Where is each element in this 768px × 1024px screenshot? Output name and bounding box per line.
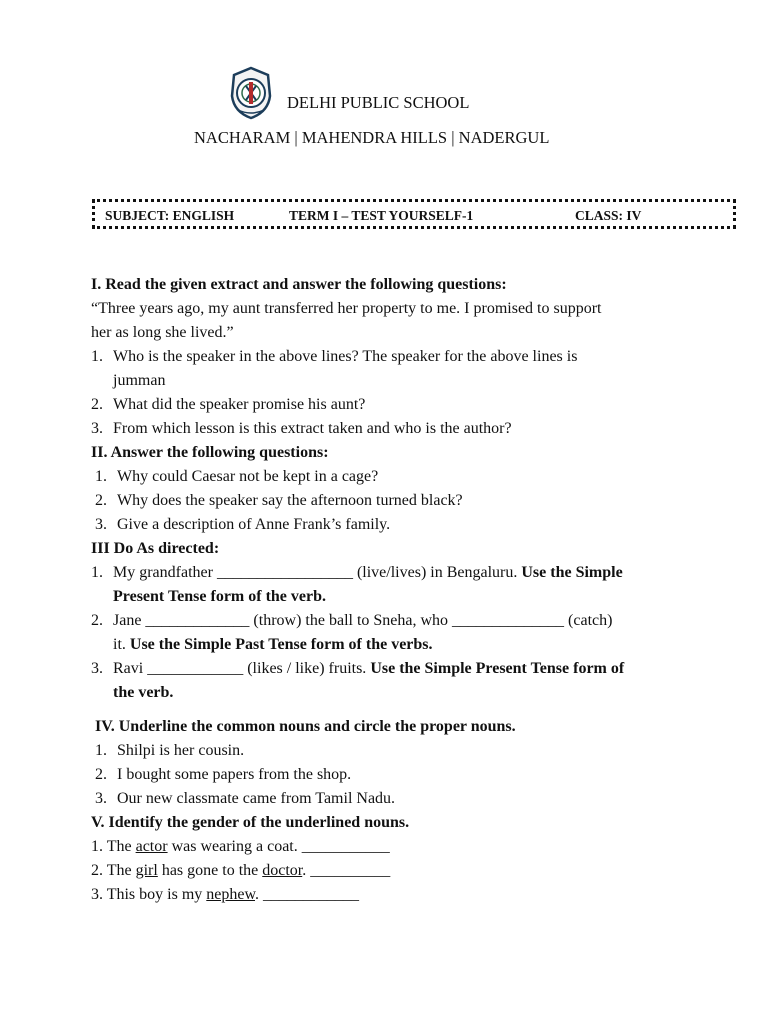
- section-3-q2: Jane _____________ (throw) the ball to Sneha, who ______________ (catch): [113, 612, 613, 629]
- section-1-q3: From which lesson is this extract taken and who is the author?: [113, 420, 512, 437]
- section-3-q1-text: My grandfather _________________ (live/lives) in Bengaluru.: [113, 564, 522, 581]
- section-3-q3-text: Ravi ____________ (likes / like) fruits.: [113, 660, 371, 677]
- section-4-q3-number: 3.: [95, 790, 107, 807]
- section-3-q3-instruction: Use the Simple Present Tense form of: [370, 660, 625, 677]
- section-1-q1-number: 1.: [91, 348, 103, 365]
- section-1-q3-number: 3.: [91, 420, 103, 437]
- section-5-q3: [91, 884, 359, 906]
- section-2-q3: Give a description of Anne Frank’s family.: [117, 516, 391, 533]
- section-5-q2: [91, 860, 390, 882]
- section-2-q1-number: 1.: [95, 468, 107, 485]
- section-2-q2: Why does the speaker say the afternoon turned black?: [117, 492, 463, 509]
- section-3-q2-cont: [113, 634, 433, 656]
- term-label: TERM I – TEST YOURSELF-1: [289, 208, 474, 223]
- section-3-q1-instruction-cont: Present Tense form of the verb.: [113, 588, 326, 605]
- section-3-q2-instruction: Use the Simple Past Tense form of the verbs.: [129, 636, 433, 653]
- section-2-q2-number: 2.: [95, 492, 107, 509]
- section-2-heading: II. Answer the following questions:: [91, 444, 329, 461]
- section-5-q3-text: 3. This boy is my: [91, 886, 207, 903]
- underlined-noun-girl: girl: [135, 862, 158, 879]
- section-2-q1: Why could Caesar not be kept in a cage?: [117, 468, 379, 485]
- section-3-q1-instruction: Use the Simple: [521, 564, 623, 581]
- school-branches: NACHARAM | MAHENDRA HILLS | NADERGUL: [194, 128, 550, 147]
- section-1-q1-answer: jumman: [113, 372, 166, 389]
- section-4-q3: Our new classmate came from Tamil Nadu.: [117, 790, 396, 807]
- school-name: DELHI PUBLIC SCHOOL: [287, 93, 470, 112]
- section-5-q3-blank: . ____________: [255, 886, 359, 903]
- section-3-q1: [113, 562, 623, 584]
- subject-label: SUBJECT: ENGLISH: [105, 208, 235, 223]
- section-4-heading: IV. Underline the common nouns and circle the proper nouns.: [95, 718, 516, 735]
- school-logo: [228, 66, 274, 120]
- section-3-heading: III Do As directed:: [91, 540, 220, 557]
- section-1-q2: What did the speaker promise his aunt?: [113, 396, 366, 413]
- section-3-q2-text-cont: it.: [113, 636, 130, 653]
- underlined-noun-actor: actor: [135, 838, 168, 855]
- section-3-q2-number: 2.: [91, 612, 103, 629]
- section-4-q2: I bought some papers from the shop.: [117, 766, 352, 783]
- section-5-q2-text: 2. The: [91, 862, 136, 879]
- section-4-q1: Shilpi is her cousin.: [117, 742, 245, 759]
- underlined-noun-nephew: nephew: [206, 886, 255, 903]
- section-3-q3-instruction-cont: the verb.: [113, 684, 174, 701]
- section-5-heading: V. Identify the gender of the underlined nouns.: [91, 814, 410, 831]
- section-4-q2-number: 2.: [95, 766, 107, 783]
- section-3-q3: [113, 658, 624, 680]
- section-5-q1-blank: was wearing a coat. ___________: [167, 838, 390, 855]
- section-5-q1-text: 1. The: [91, 838, 136, 855]
- underlined-noun-doctor: doctor: [262, 862, 303, 879]
- section-3-q3-number: 3.: [91, 660, 103, 677]
- section-1-q1: Who is the speaker in the above lines? The speaker for the above lines is: [113, 348, 578, 365]
- section-4-q1-number: 1.: [95, 742, 107, 759]
- subject-info-box: [92, 199, 736, 229]
- section-5-q2-blank: . __________: [302, 862, 391, 879]
- extract-line-1: “Three years ago, my aunt transferred her property to me. I promised to support: [91, 300, 602, 317]
- section-1-q2-number: 2.: [91, 396, 103, 413]
- section-5-q1: [91, 836, 390, 858]
- extract-line-2: her as long she lived.”: [91, 324, 234, 341]
- section-1-heading: I. Read the given extract and answer the following questions:: [91, 276, 507, 293]
- section-3-q1-number: 1.: [91, 564, 103, 581]
- section-5-q2-mid: has gone to the: [157, 862, 263, 879]
- section-2-q3-number: 3.: [95, 516, 107, 533]
- class-label: CLASS: IV: [575, 208, 642, 223]
